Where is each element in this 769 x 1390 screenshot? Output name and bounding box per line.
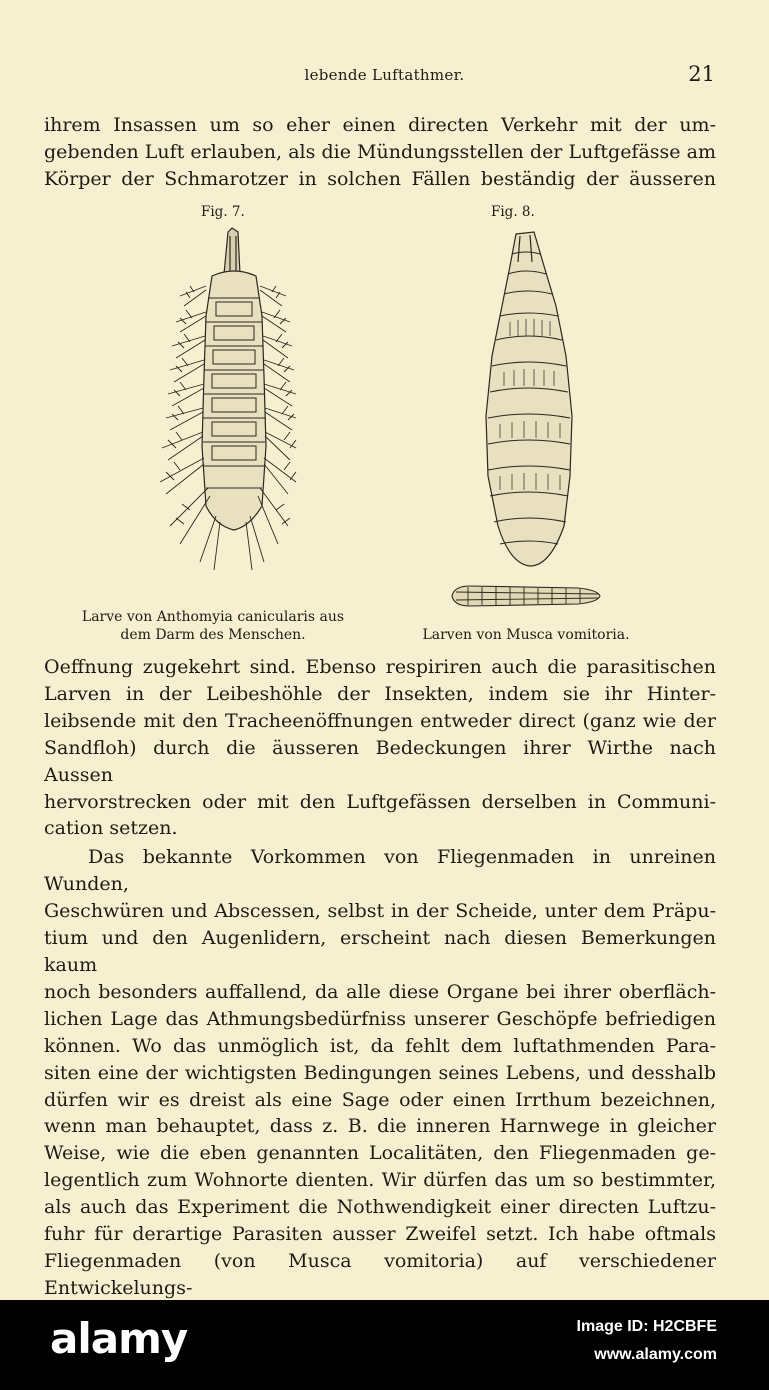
running-title: lebende Luftathmer. bbox=[304, 66, 465, 84]
text-line: Körper der Schmarotzer in solchen Fällen beständig der äusseren bbox=[44, 167, 716, 190]
text-line: noch besonders auffallend, da alle diese Organe bei ihrer oberfläch- bbox=[44, 980, 716, 1003]
brand-logo: alamy bbox=[50, 1314, 188, 1363]
text-line: lichen Lage das Athmungsbedürfniss unserer Geschöpfe befriedigen bbox=[44, 1007, 716, 1030]
image-id: Image ID: H2CBFE bbox=[576, 1318, 717, 1335]
text-line: wenn man behauptet, dass z. B. die inneren Harnwege in gleicher bbox=[44, 1115, 716, 1138]
fig8-small-larva-illustration bbox=[448, 580, 604, 612]
fig7-caption-line: Larve von Anthomyia canicularis aus bbox=[81, 609, 345, 625]
text-line: hervorstrecken oder mit den Luftgefässen derselben in Communi- bbox=[44, 790, 716, 813]
fig7-caption bbox=[58, 608, 368, 644]
paragraph-2 bbox=[44, 844, 716, 1301]
text-line: Oeffnung zugekehrt sind. Ebenso respiriren auch die parasitischen bbox=[44, 656, 716, 678]
watermark-footer bbox=[0, 1300, 769, 1390]
text-top bbox=[44, 112, 716, 193]
text-line: Weise, wie die eben genannten Localitäten, den Fliegenmaden ge- bbox=[44, 1142, 716, 1165]
fig8-larva-illustration bbox=[470, 226, 590, 571]
text-line: leibsende mit den Tracheenöffnungen entweder direct (ganz wie der bbox=[44, 709, 716, 732]
text-line: Sandfloh) durch die äusseren Bedeckungen ihrer Wirthe nach Aussen bbox=[44, 736, 716, 786]
fig8-caption-line: Larven von Musca vomitoria. bbox=[422, 627, 630, 643]
text-line: siten eine der wichtigsten Bedingungen seines Lebens, und desshalb bbox=[44, 1061, 716, 1084]
fig7-caption-line: dem Darm des Menschen. bbox=[120, 627, 306, 643]
text-line: Fliegenmaden (von Musca vomitoria) auf verschiedener Entwickelungs- bbox=[44, 1249, 716, 1299]
text-bottom bbox=[44, 654, 716, 1302]
text-line: Larven in der Leibeshöhle der Insekten, indem sie ihr Hinter- bbox=[44, 682, 716, 705]
fig7-label: Fig. 7. bbox=[201, 204, 245, 220]
running-head bbox=[0, 62, 769, 90]
page-number: 21 bbox=[688, 62, 715, 86]
text-line: ihrem Insassen um so eher einen directen Verkehr mit der um- bbox=[44, 114, 716, 136]
fig7-larva-illustration bbox=[150, 226, 300, 586]
text-line: als auch das Experiment die Nothwendigkeit einer directen Luftzu- bbox=[44, 1196, 716, 1219]
text-line: tium und den Augenlidern, erscheint nach diesen Bemerkungen kaum bbox=[44, 927, 716, 976]
paragraph-1 bbox=[44, 654, 716, 842]
text-line: fuhr für derartige Parasiten ausser Zweifel setzt. Ich habe oftmals bbox=[44, 1223, 716, 1246]
text-line: Das bekannte Vorkommen von Fliegenmaden in unreinen Wunden, bbox=[44, 846, 716, 896]
text-line: legentlich zum Wohnorte dienten. Wir dürfen das um so bestimmter, bbox=[44, 1169, 716, 1192]
text-line: cation setzen. bbox=[44, 817, 178, 840]
fig8-caption bbox=[408, 626, 644, 644]
text-line: gebenden Luft erlauben, als die Mündungsstellen der Luftgefässe am bbox=[44, 140, 716, 163]
text-line: können. Wo das unmöglich ist, da fehlt dem luftathmenden Para- bbox=[44, 1034, 716, 1057]
text-line: dürfen wir es dreist als eine Sage oder einen Irrthum bezeichnen, bbox=[44, 1088, 716, 1111]
fig8-label: Fig. 8. bbox=[491, 204, 535, 220]
text-line: Geschwüren und Abscessen, selbst in der Scheide, unter dem Präpu- bbox=[44, 900, 716, 923]
site-url: www.alamy.com bbox=[594, 1346, 717, 1363]
